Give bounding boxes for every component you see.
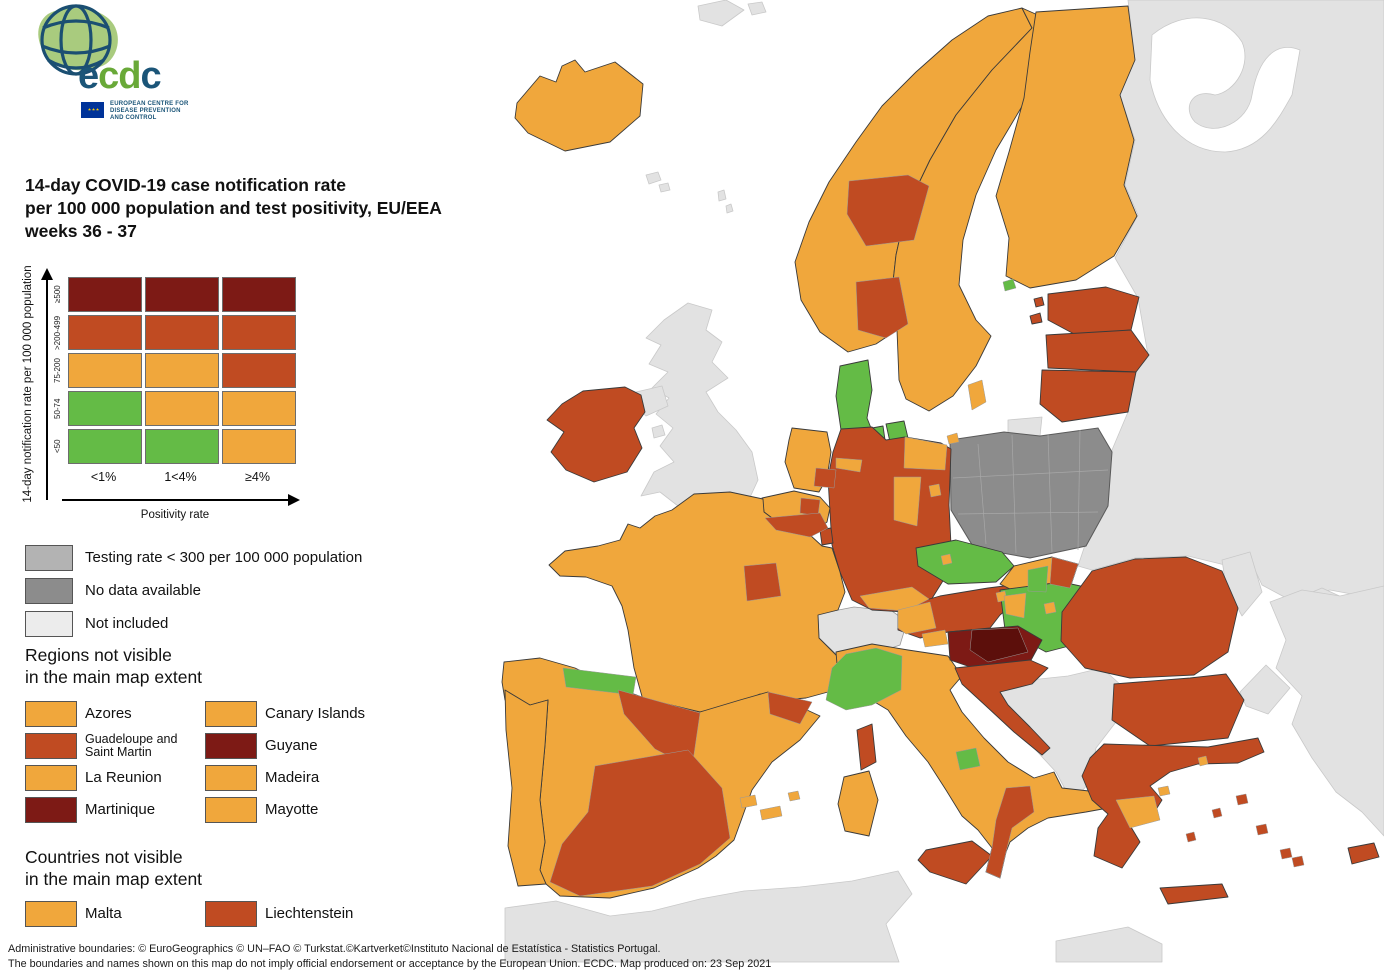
matrix-cell-green [145,429,219,464]
ecdc-caption-line: DISEASE PREVENTION [110,108,181,114]
ecdc-caption [110,101,188,122]
matrix-col-labels [65,470,296,484]
region-shetland [718,190,733,213]
regions-legend-list [25,698,435,826]
region-lithuania [1040,370,1136,422]
region-sicily [918,841,992,884]
legend-item-label: Malta [85,905,122,922]
matrix-cell-orange [222,429,296,464]
legend-item-label: Mayotte [265,801,319,818]
legend-swatch-gray_notincluded [25,611,73,637]
region-poland [950,428,1112,558]
patch-italy-molise [956,748,980,770]
matrix [50,277,296,464]
eu-flag-icon: ⋆⋆⋆ [81,102,104,118]
legend-swatch-darkred [25,797,77,823]
ecdc-caption-line: EUROPEAN CENTRE FOR [110,101,189,107]
legend-item-label: Guyane [265,737,318,754]
ecdc-logo [26,2,206,132]
ecdc-letter: c [98,55,119,97]
regions-heading-line2: in the main map extent [25,667,203,687]
matrix-row-label: 75-200 [53,358,62,383]
legend-label: No data available [85,582,201,599]
matrix-cell-orangered [222,353,296,388]
legend-swatch-darkred [205,733,257,759]
matrix-cell-green [68,429,142,464]
patch-hungary-budapest [1044,602,1056,614]
legend-label: Not included [85,615,169,632]
region-corsica [857,724,876,770]
title-line-2: per 100 000 population and test positivity, EU/EEA [25,198,442,218]
region-bulgaria [1112,674,1244,746]
patch-slovakia-east [1050,557,1078,588]
matrix-row-label: ≥500 [53,285,62,304]
legend-item [25,898,205,930]
legend-item-label: Martinique [85,801,156,818]
legend-item [25,730,205,762]
x-axis-arrowhead-icon [288,494,300,506]
ecdc-letter: d [118,55,141,97]
patch-slovakia-central [1028,566,1048,592]
region-greece [1082,738,1264,868]
matrix-cell-orangered [222,315,296,350]
ecdc-letter: e [78,55,99,97]
matrix-x-axis-label: Positivity rate [140,509,210,521]
legend-item-label: Guadeloupe and Saint Martin [85,732,178,759]
x-axis-arrow [62,499,288,501]
matrix-y-axis-label: 14-day notification rate per 100 000 population [22,265,34,503]
regions-heading-line1: Regions not visible [25,645,172,665]
region-bornholm [947,433,959,444]
region-gotland [968,380,986,410]
countries-heading-line1: Countries not visible [25,847,183,867]
legend-swatch-orange [205,701,257,727]
y-axis-arrow [46,280,48,500]
region-greek-islands-red [1186,794,1304,867]
legend-swatch-gray_nodata [25,578,73,604]
title-line-1: 14-day COVID-19 case notification rate [25,175,346,195]
matrix-col-label: ≥4% [245,470,270,484]
patch-norway-oslo [856,277,908,338]
legend-item [205,794,435,826]
ecdc-letter: c [140,55,161,97]
matrix-col-label: 1<4% [164,470,197,484]
legend-swatch-orange [25,701,77,727]
matrix-cell-green [68,391,142,426]
legend-item-label: Liechtenstein [265,905,354,922]
regions-section-heading [25,644,202,688]
status-legend-row [25,541,362,574]
region-latvia [1046,330,1149,372]
region-estonia [1048,287,1139,335]
legend-swatch-orange [25,765,77,791]
region-turkey [1270,586,1384,836]
region-isle-of-man [652,425,665,438]
legend-item [25,698,205,730]
region-romania [1061,557,1238,678]
region-estonian-islands [1030,297,1044,324]
region-cyprus [1348,843,1379,864]
matrix-cell-orange [145,353,219,388]
ecdc-caption-line: AND CONTROL [110,115,157,121]
legend-item-label: Madeira [265,769,320,786]
region-faroe-islands [646,172,670,192]
status-legend-row [25,607,362,640]
countries-legend-list [25,898,435,930]
patch-hungary-west [1004,593,1026,618]
patch-france-center [744,563,781,601]
status-legend [25,541,362,640]
matrix-cell-darkred [68,277,142,312]
legend-item [205,698,435,730]
region-svalbard [698,0,766,26]
region-libya [1056,927,1162,962]
region-ireland [547,387,645,482]
legend-item [205,730,435,762]
region-iceland [515,60,643,151]
map-title [25,174,442,243]
footer-line-2: The boundaries and names shown on this map do not imply official endorsement or acceptance by the European Union. ECDC. Map produced on: 23 Sep 2021 [8,958,772,970]
legend-swatch-orangered [205,901,257,927]
region-crete [1160,884,1228,904]
legend-swatch-gray_testing [25,545,73,571]
region-aland [1003,279,1016,291]
matrix-row-label: >200-499 [53,315,62,350]
matrix-cell-orangered [145,315,219,350]
legend-swatch-orange [205,797,257,823]
map-footer [8,942,771,972]
legend-item-label: Canary Islands [265,705,366,722]
matrix-cell-orange [145,391,219,426]
legend-item [25,762,205,794]
footer-line-1: Administrative boundaries: © EuroGeographics © UN–FAO © Turkstat.©Kartverket©Instituto Nacional de Estatística - Statistics Portugal. [8,943,661,955]
matrix-row-label: 50-74 [53,398,62,419]
matrix-row-label: <50 [53,439,62,454]
matrix-cell-orange [68,353,142,388]
patch-germany-mecklenburg [904,437,947,470]
status-legend-row [25,574,362,607]
matrix-cell-darkred [222,277,296,312]
region-sardinia [838,771,878,836]
patch-czechia-prague [941,554,952,565]
matrix-col-label: <1% [90,470,117,484]
legend-item-label: La Reunion [85,769,162,786]
legend-item [25,794,205,826]
legend-item [205,762,435,794]
patch-netherlands-east [814,468,836,488]
matrix-cell-darkred [145,277,219,312]
legend-swatch-orangered [25,733,77,759]
ecdc-wordmark [78,57,161,95]
matrix-cell-orangered [68,315,142,350]
countries-section-heading [25,846,202,890]
countries-heading-line2: in the main map extent [25,869,203,889]
legend-swatch-orange [25,901,77,927]
legend-swatch-orange [205,765,257,791]
no-data-land [950,428,1112,558]
legend-label: Testing rate < 300 per 100 000 population [85,549,363,566]
patch-germany-saxony-anhalt [894,477,921,526]
matrix-cell-orange [222,391,296,426]
patch-germany-berlin [929,484,941,497]
legend-item [205,898,435,930]
legend-item-label: Azores [85,705,132,722]
title-line-3: weeks 36 - 37 [25,221,137,241]
